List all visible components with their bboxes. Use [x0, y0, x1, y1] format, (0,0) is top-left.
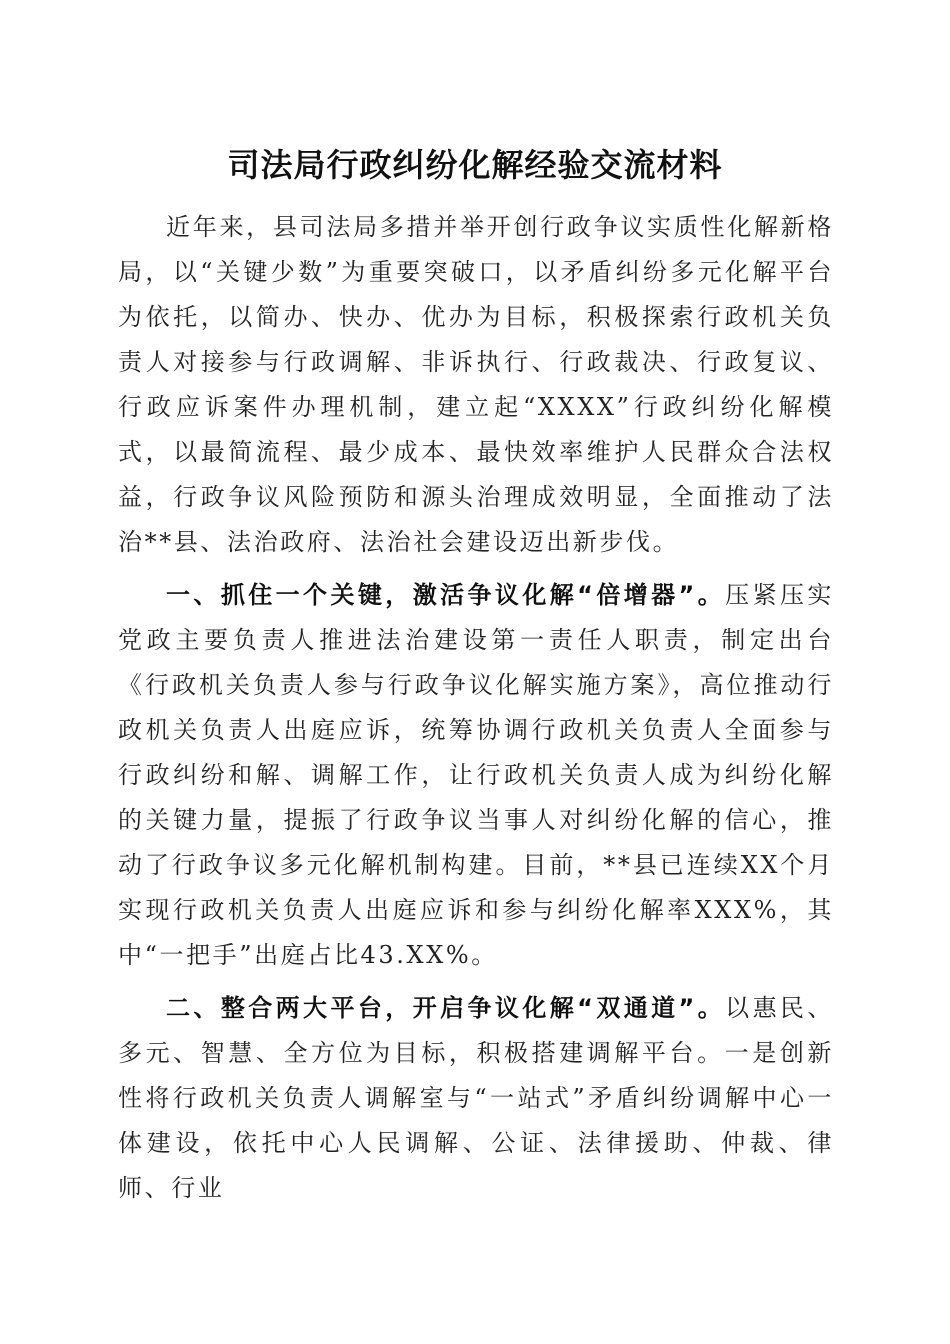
section-paragraph-2 [118, 986, 834, 1211]
section-paragraph-1 [118, 573, 834, 978]
section-text-1: 压紧压实党政主要负责人推进法治建设第一责任人职责，制定出台《行政机关负责人参与行政争议化解实施方案》，高位推动行政机关负责人出庭应诉，统筹协调行政机关负责人全面参与行政纠纷和解、调解工作，让行政机关负责人成为纠纷化解的关键力量，提振了行政争议当事人对纠纷化解的信心，推动了行政争议多元化解机制构建。目前，**县已连续XX个月实现行政机关负责人出庭应诉和参与纠纷化解率XXX%，其中“一把手”出庭占比43.XX%。 [118, 581, 834, 969]
section-heading-1: 一、抓住一个关键，激活争议化解“倍增器”。 [166, 581, 726, 609]
document-body [118, 205, 834, 1219]
document-title: 司法局行政纠纷化解经验交流材料 [227, 146, 723, 184]
section-text-2: 以惠民、多元、智慧、全方位为目标，积极搭建调解平台。一是创新性将行政机关负责人调解室与“一站式”矛盾纠纷调解中心一体建设，依托中心人民调解、公证、法律援助、仲裁、律师、行业 [118, 994, 834, 1202]
intro-paragraph: 近年来，县司法局多措并举开创行政争议实质性化解新格局，以“关键少数”为重要突破口，以矛盾纠纷多元化解平台为依托，以简办、快办、优办为目标，积极探索行政机关负责人对接参与行政调解、非诉执行、行政裁决、行政复议、行政应诉案件办理机制，建立起“XXXX”行政纠纷化解模式，以最简流程、最少成本、最快效率维护人民群众合法权益，行政争议风险预防和源头治理成效明显，全面推动了法治**县、法治政府、法治社会建设迈出新步伐。 [118, 213, 834, 556]
section-heading-2: 二、整合两大平台，开启争议化解“双通道”。 [166, 994, 726, 1022]
